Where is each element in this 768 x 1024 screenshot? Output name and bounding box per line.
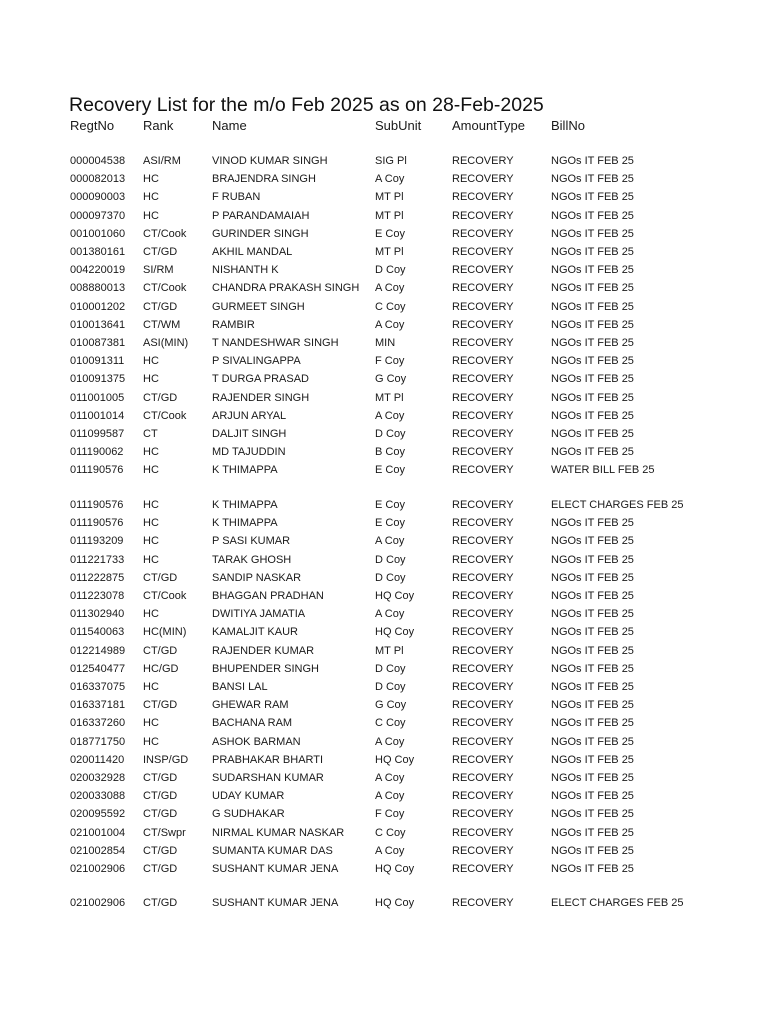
cell-billno: NGOs IT FEB 25 [551,391,634,404]
cell-name: TARAK GHOSH [212,553,292,566]
cell-billno: NGOs IT FEB 25 [551,318,634,331]
table-row [0,772,768,790]
cell-billno: NGOs IT FEB 25 [551,246,634,258]
cell-name: RAJENDER KUMAR [212,644,315,657]
cell-amounttype: RECOVERY [452,826,514,839]
table-row [0,191,768,209]
cell-subunit: MT Pl [375,391,404,404]
cell-rank: HC [143,191,159,204]
cell-regtno: 021002854 [70,844,126,857]
cell-regtno: 020032928 [70,772,126,784]
cell-amounttype: RECOVERY [452,446,514,459]
cell-subunit: A Coy [375,409,405,422]
cell-billno: NGOs IT FEB 25 [551,282,634,295]
cell-subunit: D Coy [375,662,406,675]
cell-amounttype: RECOVERY [452,863,514,875]
cell-rank: CT/GD [143,644,178,657]
cell-regtno: 011190062 [70,446,124,459]
cell-amounttype: RECOVERY [452,227,514,240]
cell-regtno: 000004538 [70,155,126,167]
cell-billno: NGOs IT FEB 25 [551,753,634,766]
cell-name: K THIMAPPA [212,464,278,477]
cell-billno: NGOs IT FEB 25 [551,191,634,204]
cell-billno: NGOs IT FEB 25 [551,227,634,240]
cell-subunit: A Coy [375,173,405,186]
table-row [0,863,768,881]
cell-regtno: 018771750 [70,735,126,748]
cell-subunit: D Coy [375,428,406,440]
cell-billno: NGOs IT FEB 25 [551,373,634,386]
cell-billno: NGOs IT FEB 25 [551,699,634,712]
cell-billno: ELECT CHARGES FEB 25 [551,897,684,909]
cell-billno: NGOs IT FEB 25 [551,608,634,621]
cell-name: GHEWAR RAM [212,699,289,712]
cell-rank: CT/WM [143,318,181,331]
cell-regtno: 011190576 [70,499,124,511]
table-row [0,499,768,517]
cell-billno: NGOs IT FEB 25 [551,590,634,602]
cell-rank: ASI/RM [143,155,181,167]
cell-amounttype: RECOVERY [452,808,514,821]
cell-amounttype: RECOVERY [452,681,514,693]
cell-regtno: 016337181 [70,699,126,712]
cell-rank: CT/GD [143,897,178,909]
cell-rank: HC [143,717,159,730]
table-row [0,301,768,319]
cell-amounttype: RECOVERY [452,553,514,566]
cell-regtno: 011099587 [70,428,125,440]
cell-name: P PARANDAMAIAH [212,209,310,222]
table-row [0,517,768,535]
table-row [0,392,768,410]
cell-rank: HC [143,173,159,186]
column-header-subunit: SubUnit [375,118,422,133]
cell-rank: HC [143,446,159,459]
cell-amounttype: RECOVERY [452,662,514,675]
cell-rank: HC [143,209,159,222]
cell-amounttype: RECOVERY [452,300,514,313]
cell-regtno: 011223078 [70,590,125,602]
table-row [0,410,768,428]
cell-billno: NGOs IT FEB 25 [551,772,634,784]
table-row [0,626,768,644]
cell-rank: HC(MIN) [143,626,187,639]
cell-amounttype: RECOVERY [452,282,514,295]
cell-regtno: 012540477 [70,662,126,675]
cell-regtno: 010091311 [70,355,125,368]
table-row [0,355,768,373]
table-row [0,535,768,553]
cell-billno: NGOs IT FEB 25 [551,300,634,313]
cell-rank: CT/GD [143,391,178,404]
cell-regtno: 020095592 [70,808,126,821]
cell-regtno: 011302940 [70,608,125,621]
cell-amounttype: RECOVERY [452,699,514,712]
cell-subunit: D Coy [375,571,406,584]
cell-amounttype: RECOVERY [452,246,514,258]
cell-rank: CT/GD [143,863,178,875]
cell-amounttype: RECOVERY [452,517,514,530]
cell-subunit: E Coy [375,464,405,477]
cell-regtno: 021002906 [70,897,126,909]
cell-billno: NGOs IT FEB 25 [551,535,634,548]
cell-amounttype: RECOVERY [452,209,514,222]
cell-name: GURMEET SINGH [212,300,305,313]
cell-rank: CT/GD [143,699,178,712]
cell-billno: NGOs IT FEB 25 [551,428,634,440]
cell-regtno: 011001014 [70,409,125,422]
cell-amounttype: RECOVERY [452,772,514,784]
table-row [0,608,768,626]
cell-subunit: HQ Coy [375,590,415,602]
table-row [0,754,768,772]
cell-amounttype: RECOVERY [452,753,514,766]
cell-subunit: A Coy [375,282,405,295]
cell-regtno: 020011420 [70,753,125,766]
cell-subunit: A Coy [375,844,405,857]
cell-subunit: SIG Pl [375,155,407,167]
cell-subunit: C Coy [375,717,406,730]
cell-billno: NGOs IT FEB 25 [551,446,634,459]
table-row [0,572,768,590]
column-header-amounttype: AmountType [452,118,525,133]
cell-amounttype: RECOVERY [452,409,514,422]
table-row [0,645,768,663]
cell-amounttype: RECOVERY [452,355,514,368]
cell-name: AKHIL MANDAL [212,246,293,258]
cell-name: GURINDER SINGH [212,227,309,240]
cell-regtno: 011190576 [70,464,124,477]
cell-rank: CT/Swpr [143,826,186,839]
table-row [0,554,768,572]
cell-rank: CT/GD [143,772,178,784]
table-row [0,845,768,863]
cell-name: SANDIP NASKAR [212,571,302,584]
cell-amounttype: RECOVERY [452,191,514,204]
cell-rank: HC [143,608,159,621]
cell-rank: CT/Cook [143,590,187,602]
cell-regtno: 011190576 [70,517,124,530]
cell-amounttype: RECOVERY [452,535,514,548]
table-row [0,827,768,845]
cell-name: RAMBIR [212,318,255,331]
cell-rank: CT/GD [143,808,178,821]
cell-name: G SUDHAKAR [212,808,285,821]
cell-regtno: 001380161 [70,246,126,258]
table-row [0,790,768,808]
cell-amounttype: RECOVERY [452,626,514,639]
table-row [0,246,768,264]
cell-name: SUSHANT KUMAR JENA [212,897,339,909]
cell-subunit: MT Pl [375,644,404,657]
table-row [0,282,768,300]
cell-rank: HC [143,553,159,566]
cell-subunit: D Coy [375,264,406,277]
cell-billno: NGOs IT FEB 25 [551,644,634,657]
cell-subunit: HQ Coy [375,753,415,766]
cell-amounttype: RECOVERY [452,173,514,186]
cell-billno: NGOs IT FEB 25 [551,517,634,530]
cell-name: BHAGGAN PRADHAN [212,590,324,602]
cell-name: SUSHANT KUMAR JENA [212,863,339,875]
cell-rank: CT/GD [143,300,178,313]
cell-name: KAMALJIT KAUR [212,626,298,639]
cell-subunit: HQ Coy [375,897,415,909]
cell-name: K THIMAPPA [212,499,278,511]
cell-amounttype: RECOVERY [452,790,514,803]
cell-amounttype: RECOVERY [452,735,514,748]
cell-billno: NGOs IT FEB 25 [551,681,634,693]
cell-subunit: F Coy [375,355,405,368]
cell-billno: NGOs IT FEB 25 [551,808,634,821]
cell-regtno: 000082013 [70,173,126,186]
cell-rank: HC [143,681,159,693]
cell-regtno: 010087381 [70,337,126,349]
cell-name: BACHANA RAM [212,717,293,730]
cell-subunit: A Coy [375,790,405,803]
cell-billno: NGOs IT FEB 25 [551,863,634,875]
cell-regtno: 016337075 [70,681,126,693]
cell-billno: NGOs IT FEB 25 [551,409,634,422]
cell-name: ASHOK BARMAN [212,735,301,748]
cell-subunit: A Coy [375,318,405,331]
cell-amounttype: RECOVERY [452,717,514,730]
table-row [0,699,768,717]
cell-regtno: 001001060 [70,227,126,240]
cell-subunit: MT Pl [375,246,404,258]
column-header-name: Name [212,118,247,133]
cell-billno: NGOs IT FEB 25 [551,571,634,584]
cell-billno: NGOs IT FEB 25 [551,155,634,167]
cell-rank: SI/RM [143,264,174,277]
cell-rank: CT/Cook [143,227,187,240]
cell-name: ARJUN ARYAL [212,409,287,422]
cell-rank: HC [143,499,159,511]
cell-regtno: 020033088 [70,790,126,803]
cell-subunit: MT Pl [375,191,404,204]
table-row [0,319,768,337]
cell-rank: HC/GD [143,662,179,675]
cell-name: MD TAJUDDIN [212,446,286,459]
cell-subunit: B Coy [375,446,405,459]
cell-subunit: D Coy [375,553,406,566]
cell-rank: HC [143,735,159,748]
table-row [0,210,768,228]
cell-billno: NGOs IT FEB 25 [551,209,634,222]
cell-subunit: C Coy [375,826,406,839]
cell-billno: NGOs IT FEB 25 [551,717,634,730]
cell-rank: INSP/GD [143,753,189,766]
cell-amounttype: RECOVERY [452,155,514,167]
cell-amounttype: RECOVERY [452,897,514,909]
cell-billno: NGOs IT FEB 25 [551,264,634,277]
cell-subunit: D Coy [375,681,406,693]
cell-rank: HC [143,373,159,386]
cell-subunit: C Coy [375,300,406,313]
cell-regtno: 008880013 [70,282,126,295]
cell-regtno: 011001005 [70,391,125,404]
cell-subunit: E Coy [375,517,405,530]
cell-regtno: 021001004 [70,826,126,839]
cell-rank: HC [143,464,159,477]
cell-rank: CT/GD [143,571,178,584]
cell-billno: NGOs IT FEB 25 [551,826,634,839]
cell-name: DWITIYA JAMATIA [212,608,306,621]
cell-name: SUMANTA KUMAR DAS [212,844,333,857]
cell-subunit: E Coy [375,227,405,240]
cell-regtno: 000090003 [70,191,126,204]
cell-name: PRABHAKAR BHARTI [212,753,324,766]
cell-billno: NGOs IT FEB 25 [551,626,634,639]
cell-amounttype: RECOVERY [452,428,514,440]
cell-amounttype: RECOVERY [452,373,514,386]
cell-name: T NANDESHWAR SINGH [212,337,339,349]
table-row [0,464,768,482]
cell-subunit: F Coy [375,808,405,821]
cell-regtno: 010001202 [70,300,126,313]
cell-rank: CT/Cook [143,282,187,295]
column-header-billno: BillNo [551,118,585,133]
table-row [0,446,768,464]
cell-billno: NGOs IT FEB 25 [551,735,634,748]
cell-rank: CT/Cook [143,409,187,422]
cell-subunit: A Coy [375,772,405,784]
cell-rank: ASI(MIN) [143,337,189,349]
cell-amounttype: RECOVERY [452,844,514,857]
cell-subunit: A Coy [375,535,405,548]
cell-rank: CT/GD [143,844,178,857]
cell-billno: WATER BILL FEB 25 [551,464,655,477]
cell-name: BRAJENDRA SINGH [212,173,316,186]
table-row [0,681,768,699]
cell-regtno: 000097370 [70,209,126,222]
cell-regtno: 021002906 [70,863,126,875]
cell-name: CHANDRA PRAKASH SINGH [212,282,360,295]
cell-subunit: A Coy [375,735,405,748]
cell-name: F RUBAN [212,191,261,204]
table-row [0,373,768,391]
cell-regtno: 010013641 [70,318,126,331]
cell-subunit: HQ Coy [375,863,415,875]
table-row [0,264,768,282]
cell-regtno: 016337260 [70,717,126,730]
cell-amounttype: RECOVERY [452,264,514,277]
cell-name: DALJIT SINGH [212,428,287,440]
cell-subunit: E Coy [375,499,405,511]
table-row [0,155,768,173]
cell-name: P SIVALINGAPPA [212,355,301,368]
cell-name: K THIMAPPA [212,517,278,530]
page-title: Recovery List for the m/o Feb 2025 as on 28-Feb-2025 [69,94,544,116]
table-row [0,663,768,681]
cell-subunit: MT Pl [375,209,404,222]
table-row [0,808,768,826]
cell-amounttype: RECOVERY [452,391,514,404]
table-row [0,736,768,754]
cell-regtno: 010091375 [70,373,126,386]
cell-billno: NGOs IT FEB 25 [551,355,634,368]
cell-rank: HC [143,355,159,368]
cell-billno: NGOs IT FEB 25 [551,173,634,186]
cell-subunit: HQ Coy [375,626,415,639]
cell-amounttype: RECOVERY [452,318,514,331]
table-row [0,337,768,355]
cell-rank: CT [143,428,158,440]
cell-billno: ELECT CHARGES FEB 25 [551,499,684,511]
cell-amounttype: RECOVERY [452,590,514,602]
cell-subunit: G Coy [375,699,407,712]
cell-amounttype: RECOVERY [452,608,514,621]
cell-regtno: 011540063 [70,626,125,639]
column-header-rank: Rank [143,118,174,133]
table-row [0,173,768,191]
cell-subunit: MIN [375,337,396,349]
cell-regtno: 011221733 [70,553,125,566]
cell-regtno: 004220019 [70,264,126,277]
cell-name: RAJENDER SINGH [212,391,310,404]
cell-subunit: A Coy [375,608,405,621]
cell-name: T DURGA PRASAD [212,373,309,386]
cell-billno: NGOs IT FEB 25 [551,553,634,566]
cell-amounttype: RECOVERY [452,337,514,349]
cell-amounttype: RECOVERY [452,464,514,477]
cell-name: NISHANTH K [212,264,279,277]
cell-regtno: 012214989 [70,644,126,657]
cell-name: BHUPENDER SINGH [212,662,319,675]
cell-name: UDAY KUMAR [212,790,285,803]
cell-billno: NGOs IT FEB 25 [551,337,634,349]
cell-name: NIRMAL KUMAR NASKAR [212,826,345,839]
cell-name: VINOD KUMAR SINGH [212,155,328,167]
cell-regtno: 011193209 [70,535,124,548]
cell-billno: NGOs IT FEB 25 [551,790,634,803]
cell-name: P SASI KUMAR [212,535,291,548]
cell-amounttype: RECOVERY [452,499,514,511]
cell-amounttype: RECOVERY [452,644,514,657]
table-row [0,717,768,735]
cell-rank: HC [143,535,159,548]
table-row [0,590,768,608]
table-row [0,897,768,915]
cell-regtno: 011222875 [70,571,125,584]
cell-rank: CT/GD [143,790,178,803]
cell-rank: CT/GD [143,246,178,258]
cell-name: SUDARSHAN KUMAR [212,772,324,784]
column-header-regtno: RegtNo [70,118,115,133]
cell-amounttype: RECOVERY [452,571,514,584]
table-row [0,428,768,446]
table-header [0,118,768,138]
table-row [0,228,768,246]
cell-billno: NGOs IT FEB 25 [551,844,634,857]
cell-subunit: G Coy [375,373,407,386]
cell-name: BANSI LAL [212,681,268,693]
cell-rank: HC [143,517,159,530]
cell-billno: NGOs IT FEB 25 [551,662,634,675]
